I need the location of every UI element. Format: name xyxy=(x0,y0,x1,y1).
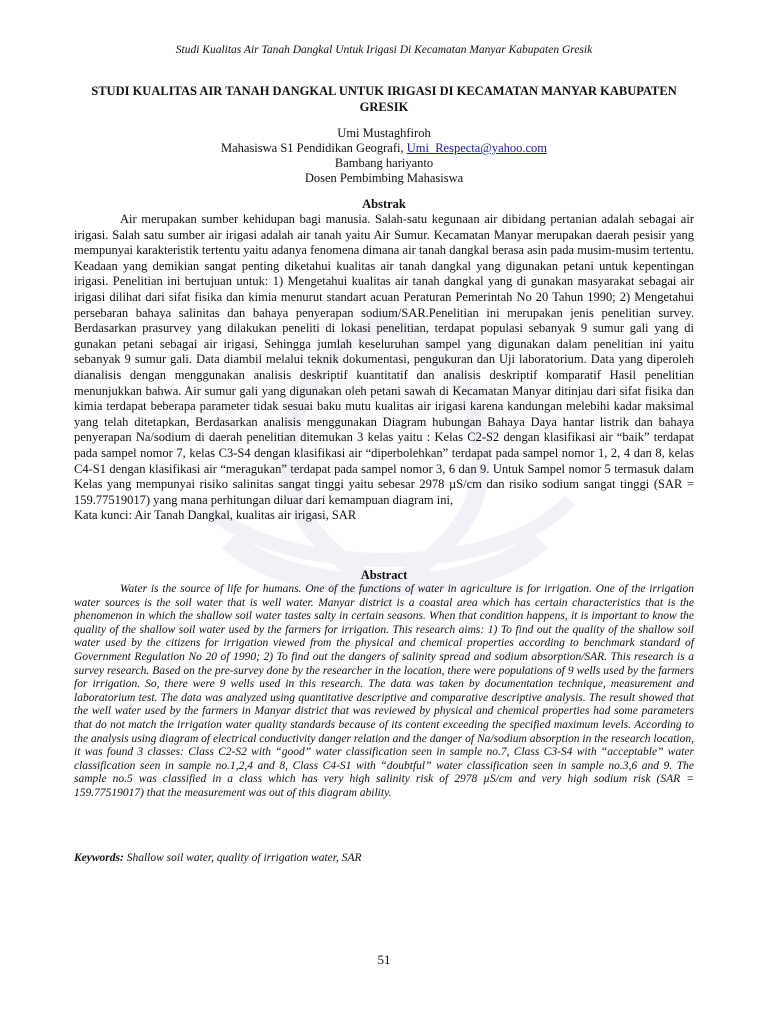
paper-title: STUDI KUALITAS AIR TANAH DANGKAL UNTUK IRIGASI DI KECAMATAN MANYAR KABUPATEN GRESIK xyxy=(91,84,677,114)
running-header: Studi Kualitas Air Tanah Dangkal Untuk Irigasi Di Kecamatan Manyar Kabupaten Gresik xyxy=(175,44,593,56)
abstract-heading: Abstract xyxy=(360,568,408,582)
abstrak-body xyxy=(74,212,694,524)
abstract-text: Water is the source of life for humans. One of the functions of water in agriculture is for irrigation. One of the irrigation water sources is the soil water that is well water. Manyar district is a coastal area which has certain characteristics that is the phenomenon in which the shallow soil water tastes salty in certain seasons. When that condition happens, it is important to know the quality of the shallow soil water used by the farmers for irrigation. This research aims: 1) To find out the quality of the shallow soil water used by the citizens for irrigation viewed from the physical and chemical properties according to benchmark standard of Government Regulation No 20 of 1990; 2) To find out the dangers of salinity spread and sodium absorption/SAR. This research is a survey research. Based on the pre-survey done by the researcher in the location, there were populations of 9 wells used by the farmers for irrigation. So, there were 9 wells used in this research. The data was taken by documentation technique, measurement and laboratorium test. The data was analyzed using quantitative descriptive and comparative descriptive analysis. The result showed that the well water used by the farmers in Manyar district that was reviewed by physical and chemical properties had some parameters that do not match the irrigation water quality standards because of its content exceeding the specified maximum levels. According to the analysis using diagram of electrical conductivity danger relation and the danger of Na/sodium absorption in the research location, it was found 3 classes: Class C2-S2 with “good” water classification seen in sample no.7, Class C3-S4 with “acceptable” water classification seen in sample no.1,2,4 and 8, Class C4-S1 with “doubtful” water classification seen in sample no.3,6 and 9. The sample no.5 was classified in a class which has very high salinity risk of 2978 µS/cm and very high sodium risk (SAR = 159.77519017) that the measurement was out of this diagram ability. xyxy=(74,583,694,799)
keywords-line xyxy=(74,851,694,865)
author-email-link[interactable]: Umi_Respecta@yahoo.com xyxy=(406,141,548,155)
abstrak-keywords: Kata kunci: Air Tanah Dangkal, kualitas air irigasi, SAR xyxy=(74,508,357,523)
author-name: Umi Mustaghfiroh xyxy=(337,126,431,140)
supervisor-name: Bambang hariyanto xyxy=(334,156,434,170)
author-affiliation xyxy=(70,141,698,156)
author-affiliation-text: Mahasiswa S1 Pendidikan Geografi, xyxy=(220,141,407,155)
supervisor-role: Dosen Pembimbing Mahasiswa xyxy=(304,171,464,185)
abstrak-heading: Abstrak xyxy=(362,197,406,211)
abstrak-text: Air merupakan sumber kehidupan bagi manusia. Salah-satu kegunaan air dibidang pertanian adalah sebagai air irigasi. Salah satu sumber air irigasi adalah air tanah yaitu Air Sumur. Kecamatan Manyar merupakan daerah pesisir yang mempunyai karakteristik tertentu yaitu adanya fenomena dimana air tanah dangkal berasa asin pada musim-musim tertentu. Keadaan yang demikian sangat penting diketahui kualitas air tanah dangkal yang digunakan petani untuk kepentingan irigasi. Penelitian ini bertujuan untuk: 1) Mengetahui kualitas air tanah dangkal yang di gunakan masyarakat sebagai air irigasi dilihat dari sifat fisika dan kimia menurut standart acuan Peraturan Pemerintah No 20 Tahun 1990; 2) Mengetahui persebaran bahaya salinitas dan bahaya penyerapan sodium/SAR.Penelitian ini merupakan jenis penelitian survey. Berdasarkan prasurvey yang dilakukan peneliti di lokasi penelitian, terdapat populasi sebanyak 9 sumur gali yang di gunakan petani sebagai air irigasi, Sehingga jumlah keseluruhan sampel yang digunakan dalam penelitian ini yaitu sebanyak 9 sumur gali. Data diambil melalui teknik dokumentasi, pengukuran dan Uji laboratorium. Data yang diperoleh dianalisis dengan menggunakan analisis deskriptif kuantitatif dan analisis deskriptif komparatif Hasil penelitian menunjukkan bahwa. Air sumur gali yang digunakan oleh petani sawah di Kecamatan Manyar ditinjau dari sifat fisika dan kimia terdapat beberapa parameter tidak sesuai baku mutu kualitas air irigasi karena kandungan melebihi kadar maksimal yang telah ditetapkan, Berdasarkan analisis menggunakan Diagram hubungan Bahaya Daya hantar listrik dan bahaya penyerapan Na/sodium di daerah penelitian ditemukan 3 kelas yaitu : Kelas C2-S2 dengan klasifikasi air “baik” terdapat pada sampel nomor 7, kelas C3-S4 dengan klasifikasi air “diperbolehkan” terdapat pada sampel nomor 1, 2, 4 dan 8, kelas C4-S1 dengan klasifikasi air “meragukan” terdapat pada sampel nomor 3, 6 dan 9. Untuk Sampel nomor 5 termasuk dalam Kelas yang mempunyai risiko salinitas sangat tinggi yaitu sebesar 2978 µS/cm dan risiko sodium sangat tinggi (SAR = 159.77519017) yang mana perhitungan diluar dari kemampuan diagram ini, xyxy=(74,212,694,507)
author-block xyxy=(70,126,698,186)
keywords-label: Keywords: xyxy=(74,852,124,864)
keywords-text: Shallow soil water, quality of irrigation water, SAR xyxy=(123,852,362,864)
page-number: 51 xyxy=(377,952,391,967)
abstract-body xyxy=(74,583,694,801)
